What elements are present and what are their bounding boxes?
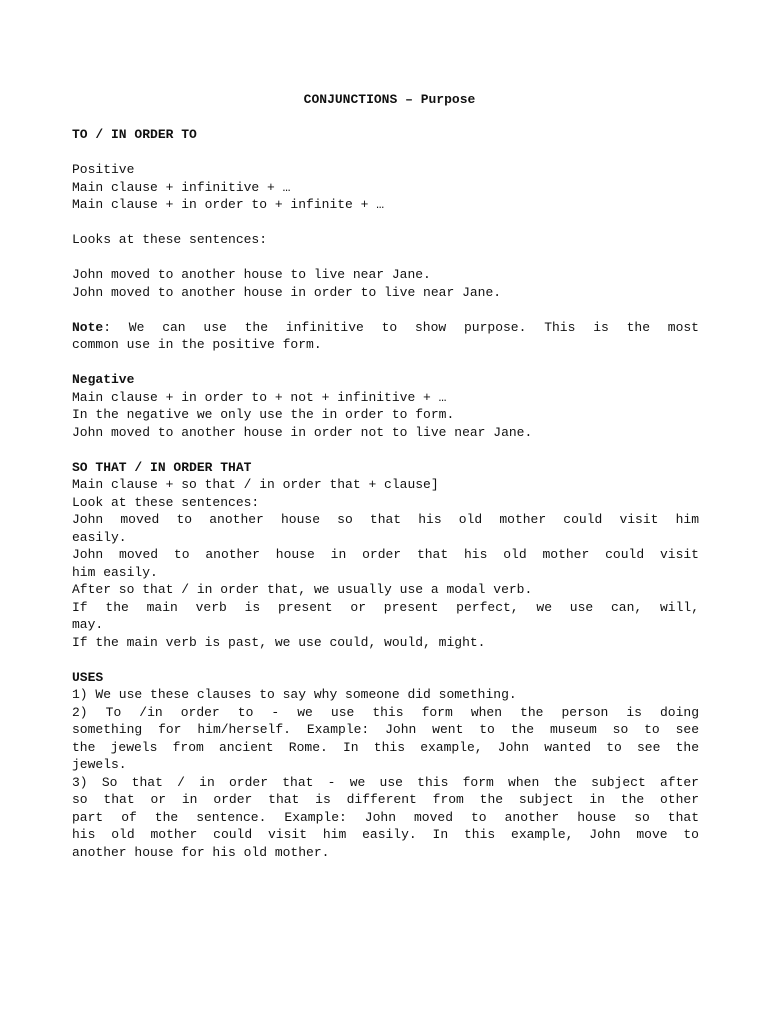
- section-heading-uses: USES: [72, 669, 104, 685]
- page-title: CONJUNCTIONS – Purpose: [303, 92, 476, 107]
- section-heading-so-that: SO THAT / IN ORDER THAT: [72, 459, 252, 475]
- so-that-example-1-line-1: John moved to another house so that his old mother could visit him: [72, 512, 699, 527]
- look-intro-2: Look at these sentences:: [72, 494, 260, 510]
- so-that-example-2-line-1: John moved to another house in order that his old mother could visit: [72, 547, 699, 562]
- positive-label: Positive: [72, 162, 135, 177]
- negative-pattern: Main clause + in order to + not + infinitive + …: [72, 389, 447, 405]
- spacer: [72, 144, 699, 162]
- use-2-line-3: the jewels from ancient Rome. In this example, John wanted to see the: [72, 739, 699, 755]
- use-3-line-1: 3) So that / in order that - we use this form when the subject after: [72, 774, 699, 790]
- spacer: [72, 441, 699, 459]
- negative-example: John moved to another house in order not to live near Jane.: [72, 424, 533, 440]
- so-that-example-2-line-2: him easily.: [72, 564, 158, 580]
- use-1: 1) We use these clauses to say why someone did something.: [72, 687, 517, 702]
- past-rule: If the main verb is past, we use could, would, might.: [72, 634, 486, 650]
- section-heading-to-in-order-to: TO / IN ORDER TO: [72, 127, 197, 142]
- note-line-2: common use in the positive form.: [72, 337, 322, 352]
- use-2-line-2: something for him/herself. Example: John went to the museum so to see: [72, 722, 699, 737]
- spacer: [72, 301, 699, 319]
- negative-note: In the negative we only use the in order to form.: [72, 407, 455, 422]
- example-sentence-1: John moved to another house to live near Jane.: [72, 267, 431, 282]
- spacer: [72, 214, 699, 232]
- example-sentence-2: John moved to another house in order to live near Jane.: [72, 284, 502, 300]
- negative-label: Negative: [72, 372, 135, 387]
- present-rule-line-1: If the main verb is present or present perfect, we use can, will,: [72, 599, 699, 615]
- positive-pattern-1: Main clause + infinitive + …: [72, 179, 291, 195]
- use-3-line-5: another house for his old mother.: [72, 844, 330, 860]
- use-2-line-4: jewels.: [72, 757, 127, 772]
- use-3-line-3: part of the sentence. Example: John moved to another house so that: [72, 809, 699, 825]
- spacer: [72, 109, 699, 127]
- note-line-1: [72, 319, 699, 337]
- spacer: [72, 651, 699, 669]
- modal-note: After so that / in order that, we usually use a modal verb.: [72, 582, 533, 597]
- so-that-pattern: Main clause + so that / in order that + clause]: [72, 477, 439, 492]
- look-intro-1: Looks at these sentences:: [72, 232, 268, 247]
- note-label: Note: [72, 319, 104, 335]
- so-that-example-1-line-2: easily.: [72, 529, 127, 545]
- spacer: [72, 249, 699, 267]
- spacer: [72, 354, 699, 372]
- use-3-line-2: so that or in order that is different from the subject in the other: [72, 792, 699, 807]
- use-2-line-1: 2) To /in order to - we use this form when the person is doing: [72, 704, 699, 720]
- present-rule-line-2: may.: [72, 617, 104, 632]
- note-text: : We can use the infinitive to show purpose. This is the most: [103, 319, 699, 335]
- use-3-line-4: his old mother could visit him easily. In this example, John move to: [72, 827, 699, 842]
- document-body: [72, 91, 699, 861]
- positive-pattern-2: Main clause + in order to + infinite + …: [72, 197, 385, 212]
